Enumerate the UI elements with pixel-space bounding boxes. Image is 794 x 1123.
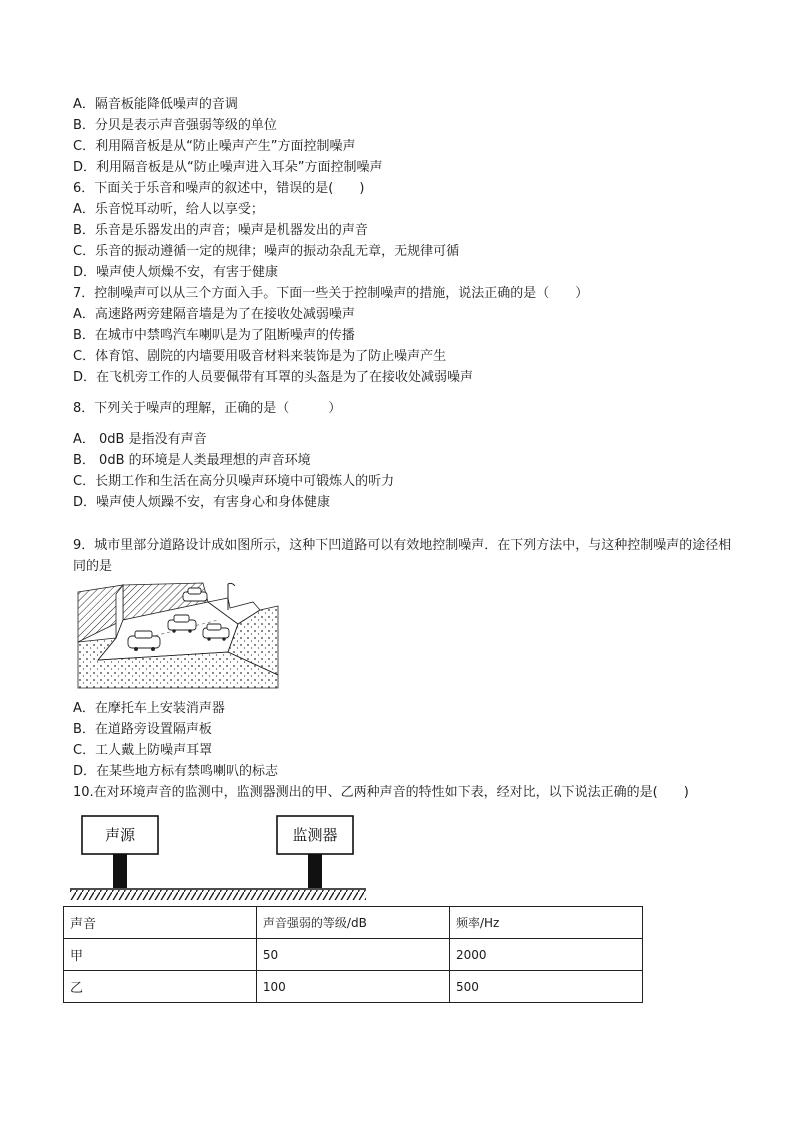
sound-source-label: 声源 [104,826,136,844]
q5-option-a: A．隔音板能降低噪声的音调 [73,97,238,112]
q9-option-d: D．在某些地方标有禁鸣喇叭的标志 [73,764,279,779]
q10-stem: 10.在对环境声音的监测中，监测器测出的甲、乙两种声音的特性如下表，经对比，以下说法正确的是( ) [73,785,689,800]
table-row [64,971,643,1003]
table-cell: 500 [449,971,642,1003]
q8-stem: 8．下列关于噪声的理解，正确的是（ ） [73,401,342,416]
q6-option-a: A．乐音悦耳动听，给人以享受； [73,202,264,217]
table-header-cell: 频率/Hz [449,907,642,939]
table-cell: 100 [256,971,449,1003]
q8-option-b: B． 0dB 的环境是人类最理想的声音环境 [73,453,311,468]
q7-option-d: D．在飞机旁工作的人员要佩带有耳罩的头盔是为了在接收处减弱噪声 [73,370,474,385]
q8-option-a: A． 0dB 是指没有声音 [73,432,207,447]
q9-option-a: A．在摩托车上安装消声器 [73,701,225,716]
sunken-road-illustration [78,580,278,690]
q9-stem: 9．城市里部分道路设计成如图所示，这种下凹道路可以有效地控制噪声．在下列方法中，与这种控制噪声的途径相同的是 [73,538,732,574]
q6-stem: 6．下面关于乐音和噪声的叙述中，错误的是( ) [73,181,365,196]
q9-option-c: C．工人戴上防噪声耳罩 [73,743,213,758]
q5-option-b: B．分贝是表示声音强弱等级的单位 [73,118,277,133]
q7-option-c: C．体育馆、剧院的内墙要用吸音材料来装饰是为了防止噪声产生 [73,349,447,364]
q7-stem: 7．控制噪声可以从三个方面入手。下面一些关于控制噪声的措施，说法正确的是（ ） [73,286,589,301]
sound-monitoring-diagram [70,812,370,907]
q5-option-d: D．利用隔音板是从“防止噪声进入耳朵”方面控制噪声 [73,160,383,175]
q6-option-d: D．噪声使人烦燥不安，有害于健康 [73,265,279,280]
q8-option-c: C．长期工作和生活在高分贝噪声环境中可锻炼人的听力 [73,474,395,489]
q7-option-b: B．在城市中禁鸣汽车喇叭是为了阻断噪声的传播 [73,328,355,343]
q5-option-c: C．利用隔音板是从“防止噪声产生”方面控制噪声 [73,139,356,154]
table-header-row [64,907,643,939]
table-cell: 甲 [64,939,257,971]
q6-option-c: C．乐音的振动遵循一定的规律；噪声的振动杂乱无章，无规律可循 [73,244,460,259]
monitor-label: 监测器 [292,826,338,844]
q8-option-d: D．噪声使人烦躁不安，有害身心和身体健康 [73,495,331,510]
table-header-cell: 声音 [64,907,257,939]
table-cell: 乙 [64,971,257,1003]
table-cell: 2000 [449,939,642,971]
table-row [64,939,643,971]
q9-option-b: B．在道路旁设置隔声板 [73,722,212,737]
q7-option-a: A．高速路两旁建隔音墙是为了在接收处减弱噪声 [73,307,355,322]
table-header-cell: 声音强弱的等级/dB [256,907,449,939]
q6-option-b: B．乐音是乐器发出的声音；噪声是机器发出的声音 [73,223,368,238]
table-cell: 50 [256,939,449,971]
sound-characteristics-table [63,906,643,1003]
